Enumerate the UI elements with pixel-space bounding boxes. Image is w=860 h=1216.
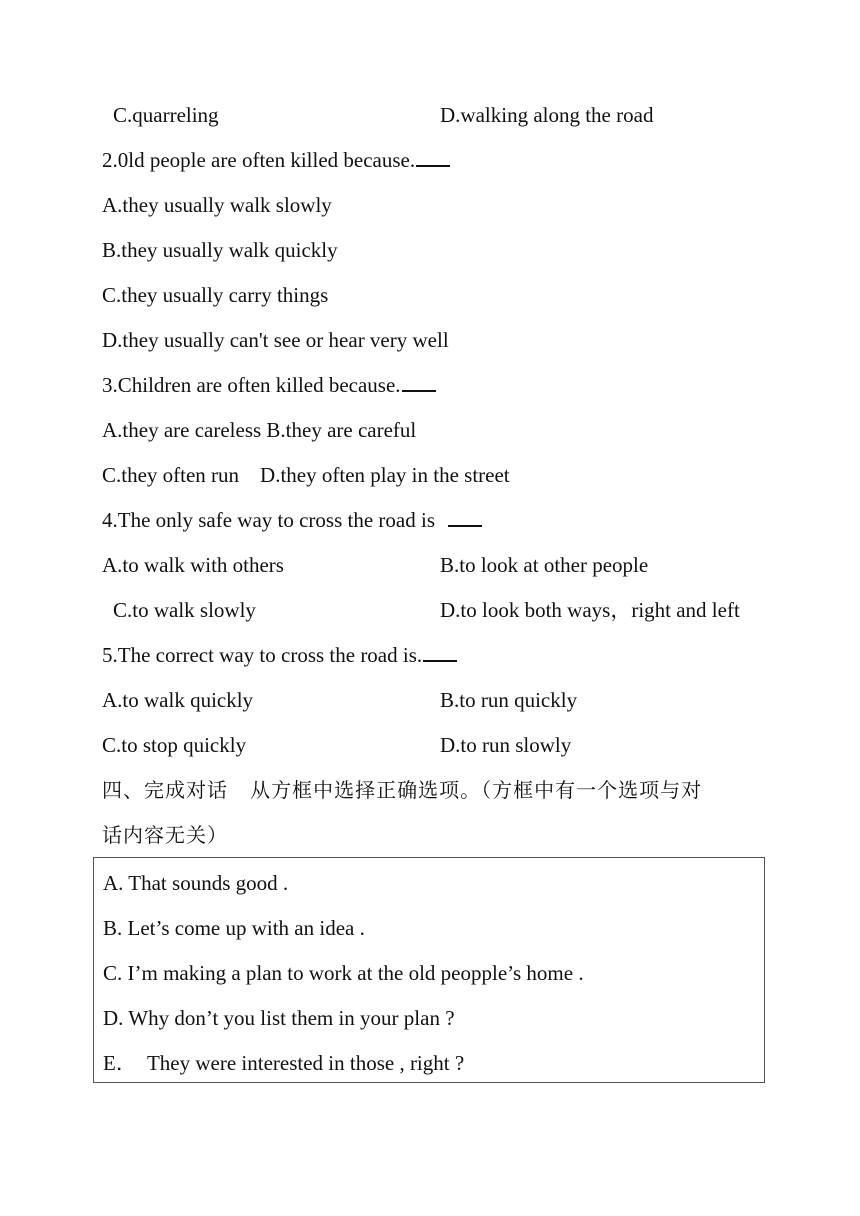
box-option-d: D. Why don’t you list them in your plan ? — [103, 1006, 455, 1030]
options-box — [93, 857, 765, 1083]
q1-option-c: C.quarreling — [113, 103, 219, 127]
q4-option-c: C.to walk slowly — [113, 598, 256, 622]
answer-blank — [402, 373, 436, 392]
q4-option-d: D.to look both ways，right and left — [440, 598, 740, 622]
q1-option-d: D.walking along the road — [440, 103, 654, 127]
answer-blank — [416, 148, 450, 167]
q2-option-c: C.they usually carry things — [102, 283, 329, 307]
q3-options-ab: A.they are careless B.they are careful — [102, 418, 417, 442]
q4-option-b: B.to look at other people — [440, 553, 649, 577]
box-option-e: E． They were interested in those , right ? — [103, 1051, 465, 1075]
q2-option-a: A.they usually walk slowly — [102, 193, 332, 217]
q5-stem: 5.The correct way to cross the road is. — [102, 642, 457, 668]
q5-option-b: B.to run quickly — [440, 688, 578, 712]
q2-option-b: B.they usually walk quickly — [102, 238, 338, 262]
box-option-c: C. I’m making a plan to work at the old peopple’s home . — [103, 961, 584, 985]
q5-option-d: D.to run slowly — [440, 733, 572, 757]
q5-option-a: A.to walk quickly — [102, 688, 254, 712]
section4-heading-line2: 话内容无关） — [102, 823, 228, 847]
q5-option-c: C.to stop quickly — [102, 733, 247, 757]
box-option-a: A. That sounds good . — [103, 871, 289, 895]
answer-blank — [448, 508, 482, 527]
q2-option-d: D.they usually can't see or hear very well — [102, 328, 449, 352]
q3-options-cd: C.they often run D.they often play in the street — [102, 463, 510, 487]
q4-option-a: A.to walk with others — [102, 553, 284, 577]
q3-stem: 3.Children are often killed because. — [102, 372, 436, 398]
box-option-b: B. Let’s come up with an idea . — [103, 916, 365, 940]
q2-stem: 2.0ld people are often killed because. — [102, 147, 450, 173]
section4-heading-line1: 四、完成对话 从方框中选择正确选项。（方框中有一个选项与对 — [102, 778, 703, 802]
q4-stem: 4.The only safe way to cross the road is — [102, 507, 482, 533]
answer-blank — [423, 643, 457, 662]
